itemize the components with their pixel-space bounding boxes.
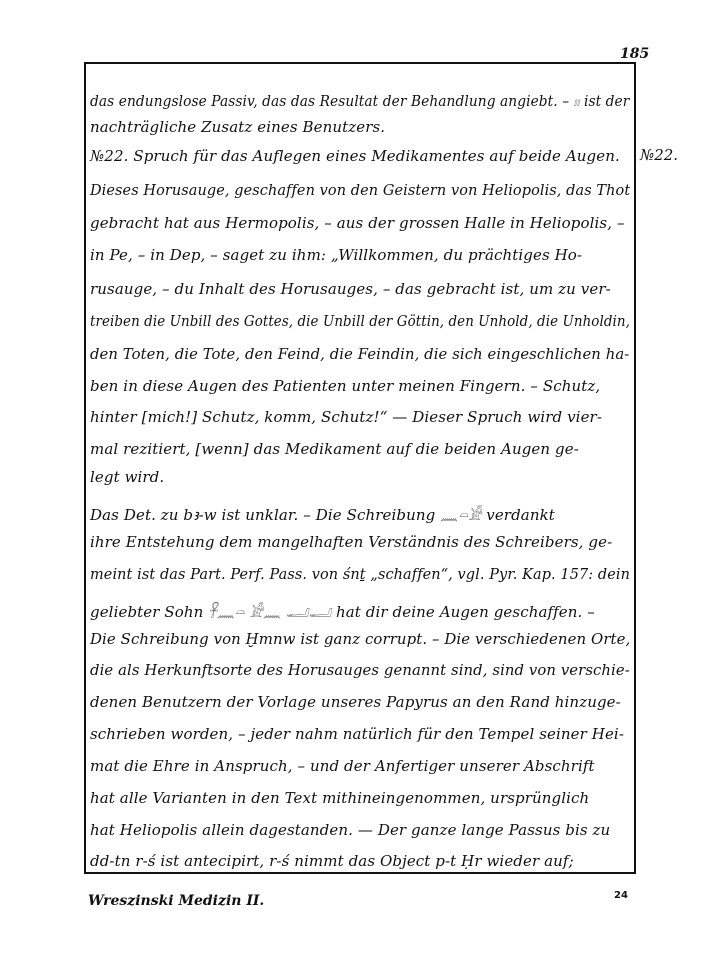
text-line: hat alle Varianten in den Text mithineingenommen, ursprünglich <box>90 789 590 807</box>
footer-sheet-number: 24 <box>614 890 628 901</box>
footer-signature: Wreszinski Medizin II. <box>88 893 265 909</box>
text-line: ben in diese Augen des Patienten unter meinen Fingern. – Schutz, <box>90 377 601 395</box>
text-line: den Toten, die Tote, den Feind, die Feindin, die sich eingeschlichen ha- <box>90 345 630 363</box>
text-line: mat die Ehre in Anspruch, – und der Anfertiger unserer Abschrift <box>90 757 595 775</box>
text-line: rusauge, – du Inhalt des Horusauges, – das gebracht ist, um zu ver- <box>90 280 611 298</box>
text-line: mal rezitiert, [wenn] das Medikament auf die beiden Augen ge- <box>90 440 579 458</box>
text-line: geliebter Sohn 𓋹𓈖𓏏 𓀀𓈖 𓂝𓂝 hat dir deine Augen geschaffen. – <box>90 603 595 621</box>
text-line: legt wird. <box>90 468 165 486</box>
text-line: die als Herkunftsorte des Horusauges genannt sind, sind von verschie- <box>90 661 630 679</box>
page-number: 185 <box>620 46 650 62</box>
text-line: denen Benutzern der Vorlage unseres Papyrus an den Rand hinzuge- <box>90 693 621 711</box>
text-line: schrieben worden, – jeder nahm natürlich für den Tempel seiner Hei- <box>90 725 624 743</box>
text-line: das endungslose Passiv, das das Resultat der Behandlung angiebt. – 𓏤𓏤 ist der <box>90 92 630 110</box>
margin-note: №22. <box>640 146 679 164</box>
text-line: meint ist das Part. Perf. Pass. von śnṯ „schaffen“, vgl. Pyr. Kap. 157: dein <box>90 565 631 583</box>
text-line: in Pe, – in Dep, – saget zu ihm: „Willkommen, du prächtiges Ho- <box>90 246 583 264</box>
text-line: hat Heliopolis allein dagestanden. — Der ganze lange Passus bis zu <box>90 821 611 839</box>
text-line: Das Det. zu bꜣ-w ist unklar. – Die Schreibung 𓈖𓏏𓀀 verdankt <box>90 506 555 524</box>
text-line: Dieses Horusauge, geschaffen von den Geistern von Heliopolis, das Thot <box>90 181 631 199</box>
text-line: ihre Entstehung dem mangelhaften Verständnis des Schreibers, ge- <box>90 533 613 551</box>
section-heading: №22. Spruch für das Auflegen eines Medikamentes auf beide Augen. <box>90 147 620 165</box>
text-line: gebracht hat aus Hermopolis, – aus der grossen Halle in Heliopolis, – <box>90 214 625 232</box>
text-line: nachträgliche Zusatz eines Benutzers. <box>90 118 386 136</box>
text-line: Die Schreibung von Ḫmnw ist ganz corrupt. – Die verschiedenen Orte, <box>90 630 631 648</box>
text-line: dd-tn r-ś ist antecipirt, r-ś nimmt das Object p-t Ḥr wieder auf; <box>90 852 574 870</box>
text-line: hinter [mich!] Schutz, komm, Schutz!“ — Dieser Spruch wird vier- <box>90 408 602 426</box>
text-line: treiben die Unbill des Gottes, die Unbill der Göttin, den Unhold, die Unholdin, <box>90 312 630 330</box>
